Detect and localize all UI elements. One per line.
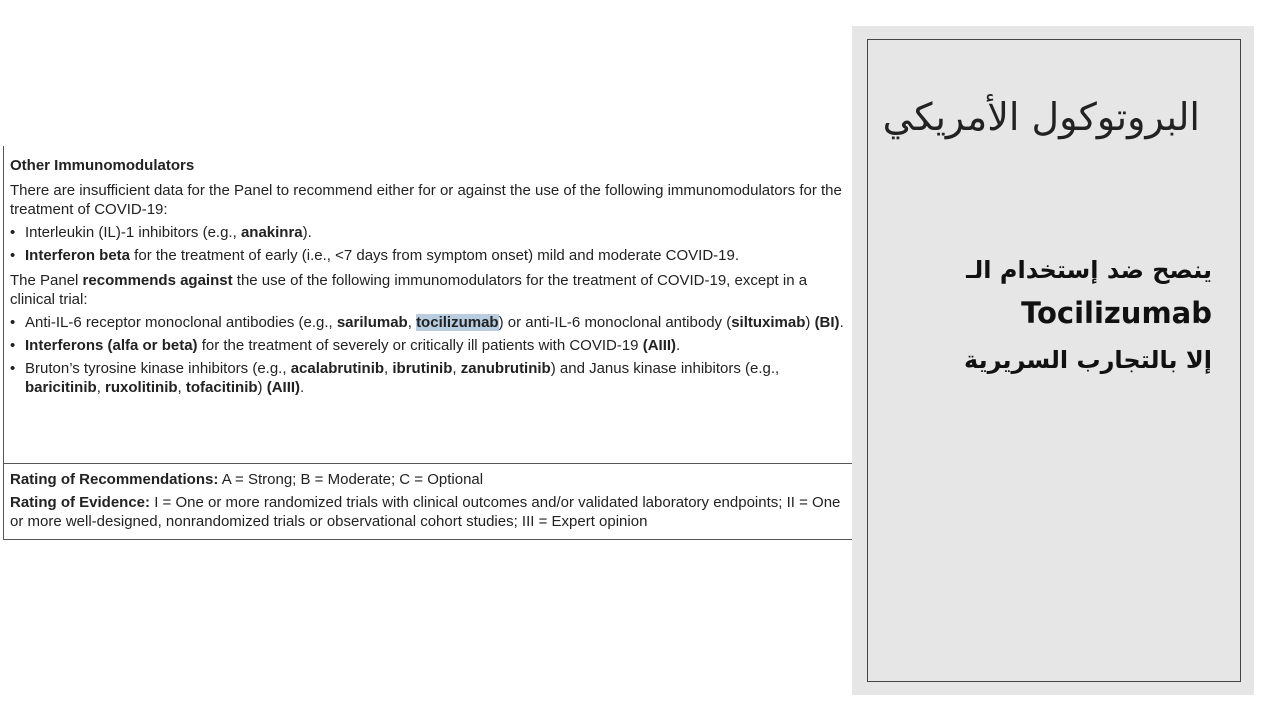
drug-name: siltuximab xyxy=(731,314,806,331)
bullet: • xyxy=(10,360,16,377)
rating-of-evidence xyxy=(10,493,850,531)
rating-label: Rating of Evidence: xyxy=(10,494,151,511)
item-text: Bruton’s tyrosine kinase inhibitors (e.g., xyxy=(25,360,291,377)
bullet: • xyxy=(10,314,16,331)
guideline-body xyxy=(4,146,856,464)
item-text: ). xyxy=(302,224,312,241)
para-text: The Panel xyxy=(10,272,83,289)
rating-label: Rating of Recommendations: xyxy=(10,471,219,488)
list-item xyxy=(10,313,850,332)
para-text: the use of the following immunomodulators for the treatment of COVID-19, except in a clinical trial: xyxy=(10,272,808,308)
rating: (AIII) xyxy=(642,337,677,354)
emphasis: recommends against xyxy=(82,272,233,289)
drug-name-tocilizumab: Tocilizumab xyxy=(1021,296,1212,330)
highlighted-drug-name: tocilizumab xyxy=(416,314,499,331)
item-text: ) xyxy=(257,379,267,396)
list-item xyxy=(10,336,850,355)
drug-name: anakinra xyxy=(240,224,303,241)
insufficient-data-paragraph: There are insufficient data for the Panel to recommend either for or against the use of the following immunomodulators for the treatment of COVID-19: xyxy=(10,182,842,218)
clinical-trials-line: إلا بالتجارب السريرية xyxy=(964,346,1212,374)
item-text: , xyxy=(452,360,461,377)
item-text: . xyxy=(676,337,681,354)
drug-name: Interferons (alfa or beta) xyxy=(25,337,198,354)
item-text: for the treatment of early (i.e., <7 days from symptom onset) mild and moderate COVID-19. xyxy=(130,247,740,264)
rating-of-recommendations xyxy=(10,470,850,489)
item-text: , xyxy=(177,379,186,396)
rating-text: I = One or more randomized trials with clinical outcomes and/or validated laboratory endpoints; II = One or more well-designed, nonrandomized trials or observational cohort studies; III = Expert opinion xyxy=(10,494,841,530)
item-text: Anti-IL-6 receptor monoclonal antibodies (e.g., xyxy=(25,314,337,331)
item-text: ) xyxy=(805,314,815,331)
drug-name: baricitinib xyxy=(25,379,97,396)
ratings-footer xyxy=(4,464,856,531)
drug-name: sarilumab xyxy=(336,314,408,331)
item-text: ) and Janus kinase inhibitors (e.g., xyxy=(550,360,780,377)
bullet: • xyxy=(10,224,16,241)
item-text: , xyxy=(407,314,417,331)
list-item xyxy=(10,223,850,242)
item-text: , xyxy=(96,379,106,396)
bullet: • xyxy=(10,337,16,354)
item-text: . xyxy=(300,379,305,396)
item-text: . xyxy=(839,314,844,331)
drug-name: Interferon beta xyxy=(25,247,131,264)
rating: (AIII) xyxy=(266,379,301,396)
drug-name: ruxolitinib xyxy=(105,379,178,396)
drug-name: tofacitinib xyxy=(185,379,258,396)
panel-title: البروتوكول الأمريكي xyxy=(882,95,1200,139)
list-item xyxy=(10,359,850,397)
recommends-against-list xyxy=(10,313,850,397)
recommendation-line: ينصح ضد إستخدام الـ xyxy=(966,256,1212,284)
item-text: ) or anti-IL-6 monoclonal antibody ( xyxy=(498,314,732,331)
insufficient-data-list xyxy=(10,223,850,265)
guideline-box xyxy=(3,146,857,540)
drug-name: acalabrutinib xyxy=(290,360,385,377)
drug-name: zanubrutinib xyxy=(460,360,551,377)
bullet: • xyxy=(10,247,16,264)
item-text: for the treatment of severely or critically ill patients with COVID-19 xyxy=(197,337,643,354)
item-text: Interleukin (IL)-1 inhibitors (e.g., xyxy=(25,224,241,241)
section-heading: Other Immunomodulators xyxy=(10,157,195,174)
item-text: , xyxy=(384,360,393,377)
list-item xyxy=(10,246,850,265)
rating: (BI) xyxy=(814,314,840,331)
rating-text: A = Strong; B = Moderate; C = Optional xyxy=(218,471,484,488)
recommends-against-paragraph xyxy=(10,271,850,309)
drug-name: ibrutinib xyxy=(392,360,453,377)
